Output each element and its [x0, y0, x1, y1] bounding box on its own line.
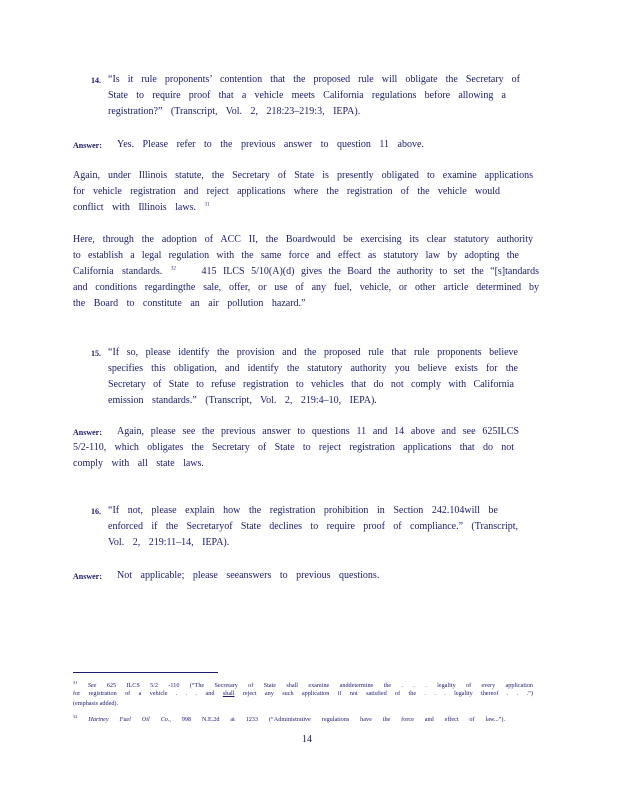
question-16-line: enforced if the Secretaryof State declines to require proof of compliance.” (Transcript,: [108, 521, 518, 532]
footnote-ref-31: 31: [204, 202, 210, 208]
footnote-divider: [73, 672, 218, 673]
question-15-text: [108, 347, 520, 407]
paragraph-line: [73, 202, 210, 214]
question-14-line: registration?” (Transcript, Vol. 2, 218:23–219:3, IEPA).: [108, 106, 361, 117]
footnote-32-number: 32: [73, 714, 78, 719]
question-14-line: State to require proof that a vehicle meets California regulations before allowing a: [108, 90, 506, 101]
question-14-text: [108, 74, 520, 117]
question-14-line: “Is it rule proponents’ contention that the proposed rule will obligate the Secretary of: [108, 74, 520, 85]
question-14-number: 14.: [91, 76, 101, 85]
answer-14-label: Answer:: [73, 141, 102, 150]
paragraph-line: Again, under Illinois statute, the Secretary of State is presently obligated to examine applications: [73, 170, 533, 181]
paragraph-line: for vehicle registration and reject applications where the registration of the vehicle would: [73, 186, 500, 197]
paragraph-line: and conditions regardingthe sale, offer, or use of any fuel, vehicle, or other article determined by: [73, 282, 539, 293]
footnote-31-line: [73, 689, 533, 698]
question-16-line: “If not, please explain how the registration prohibition in Section 242.104will be: [108, 505, 498, 516]
question-15-line: emission standards.” (Transcript, Vol. 2, 219:4–10, IEPA).: [108, 395, 377, 406]
paragraph-text: 415 ILCS 5/10(A)(d) gives the Board the authority to set the “[s]tandards: [201, 266, 539, 277]
footnote-ref-32: 32: [170, 266, 176, 272]
paragraph-acc-ii: [73, 234, 539, 314]
footnote-31-emphasis: shall: [222, 690, 235, 697]
paragraph-line: [73, 266, 539, 278]
question-15-line: “If so, please identify the provision and the proposed rule that rule proponents believe: [108, 347, 518, 358]
answer-14-text: Yes. Please refer to the previous answer to question 11 above.: [117, 139, 424, 150]
paragraph-illinois-statute: [73, 170, 533, 216]
footnote-31-signal: See: [87, 682, 97, 690]
footnote-32-line: [73, 712, 505, 724]
answer-16-text: Not applicable; please seeanswers to previous questions.: [117, 570, 380, 581]
paragraph-line: Here, through the adoption of ACC II, the Boardwould be exercising its clear statutory authority: [73, 234, 533, 245]
footnote-31-text: for registration of a vehicle . . . and: [73, 690, 223, 697]
paragraph-text: conflict with Illinois laws.: [73, 202, 196, 213]
paragraph-line: to establish a legal regulation with the same force and effect as statutory law by adopting the: [73, 250, 519, 261]
footnote-31-line: (emphasis added).: [73, 700, 119, 707]
answer-15-line: 5/2-110, which obligates the Secretary of State to reject registration applications that do not: [73, 442, 514, 453]
question-16-line: Vol. 2, 219:11–14, IEPA).: [108, 537, 230, 548]
answer-16-label: Answer:: [73, 572, 102, 581]
question-16-number: 16.: [91, 507, 101, 516]
footnote-32-text: , 998 N.E.2d at 1233 (“Administrative regulations have the force and effect of law...”).: [169, 716, 505, 724]
question-16-text: [108, 505, 520, 549]
answer-15-line: comply with all state laws.: [73, 458, 204, 469]
footnote-31-text: 625 ILCS 5/2 -110 (“The Secretary of State shall examine anddetermine the . . . legality of every application: [106, 682, 534, 690]
page-number: 14: [302, 734, 312, 745]
question-15-number: 15.: [91, 349, 101, 358]
answer-15-label: Answer:: [73, 428, 102, 437]
footnote-32-case-name: Hartney Fuel Oil Co.: [88, 716, 170, 724]
footnote-31-text: reject any such application if not satisfied of the . . . legality thereof . . .”): [234, 690, 533, 697]
answer-15-text: [73, 426, 523, 472]
question-15-line: Secretary of State to refuse registration to vehicles that do not comply with California: [108, 379, 514, 390]
footnote-31-number: 31: [73, 680, 78, 685]
answer-15-line: Again, please see the previous answer to questions 11 and 14 above and see 625ILCS: [117, 426, 519, 437]
paragraph-text-part: California standards.: [73, 266, 163, 277]
paragraph-line: the Board to constitute an air pollution hazard.”: [73, 298, 306, 309]
paragraph-text: [73, 266, 176, 278]
question-15-line: specifies this obligation, and identify the statutory authority you believe exists for the: [108, 363, 518, 374]
